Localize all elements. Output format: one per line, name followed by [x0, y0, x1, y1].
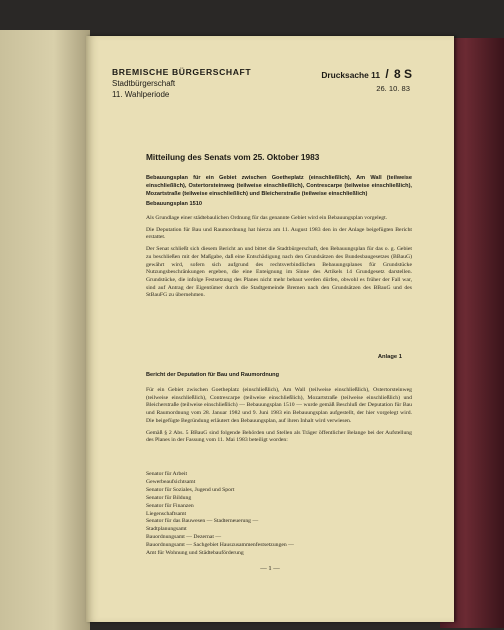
list-item: Amt für Wohnung und Städtebauförderung [146, 550, 244, 557]
drucksache-label: Drucksache 11 [321, 70, 380, 80]
list-item: Senator für Finanzen [146, 502, 194, 509]
communication-paragraph: Der Senat schließt sich diesem Bericht an und bittet die Stadtbürgerschaft, den Bebauungsplan für das o. g. Gebiet zu beschließen mit der Maßgabe, daß eine Entschädigung nach den Grundsätzen des Bundesbaugesetzes (BBauG) gewährt wird, sofern sich aufgrund des rechtsverbindlichen Bebauungsplanes für Grundstücke Nutzungsbeschränkungen ergeben, die eine Enteignung im Sinne des Artikels 14 Grundgesetz darstellen. Grundstücke, die infolge Festsetzung des Planes nicht mehr bebaut werden dürfen, obwohl es früher der Fall war, sind auf Antrag der Eigentümer durch die Stadtgemeinde Bremen nach den Grundsätzen des BBauG und des StBauFG zu übernehmen. [146, 246, 412, 299]
annex-section [146, 371, 412, 445]
list-item: Senator für Arbeit [146, 471, 188, 477]
annex-paragraph: Für ein Gebiet zwischen Goetheplatz (einschließlich), Am Wall (teilweise einschließlich), Ostertorsteinweg (teilweise einschließlich), Contrescarpe (teilweise einschließlich), Mozartstraße (teilweise einschließlich) und Bleicherstraße (teilweise einschließlich) — Bebauungsplan 1510 — wurde gemäß Beschluß der Deputation für Bau und Raumordnung vom 28. Januar 1982 und 9. Juni 1983 ein Bebauungsplan aufgestellt, der hier vorgelegt wird. Die beigefügte Begründung erläutert den Bebauungsplan, auf ihren Inhalt wird verwiesen. [146, 387, 412, 424]
body-name: Stadtbürgerschaft [112, 79, 176, 88]
drucksache-number: 8 S [393, 67, 412, 81]
list-item: Liegenschaftsamt [146, 510, 187, 517]
communication-paragraph: Als Grundlage einer städtebaulichen Ordnung für das genannte Gebiet wird ein Bebauungsplan vorgelegt. [146, 215, 388, 221]
list-item: Stadtplanungsamt [146, 526, 187, 533]
list-item: Senator für das Bauwesen — Stadterneuerung — [146, 518, 259, 525]
legislative-period: 11. Wahlperiode [112, 90, 170, 99]
communication-section [146, 174, 412, 300]
list-item: Gewerbeaufsichtsamt [146, 478, 196, 485]
document-date: 26. 10. 83 [376, 84, 410, 93]
annex-label: Anlage 1 [377, 354, 402, 360]
plan-number: Bebauungsplan 1510 [146, 201, 202, 207]
drucksache-reference [321, 67, 412, 81]
agency-list [146, 471, 412, 558]
book-binding-left [0, 30, 90, 630]
annex-title: Bericht der Deputation für Bau und Raumordnung [146, 372, 280, 378]
annex-paragraph: Gemäß § 2 Abs. 5 BBauG sind folgende Behörden und Stellen als Träger öffentlicher Belange bei der Aufstellung des Planes in der Fassung vom 11. Mai 1983 beteiligt worden: [146, 429, 412, 444]
page-number: — 1 — [260, 565, 280, 572]
list-item: Bauordnungsamt — Sachgebiet Hauszusammenfestsetzungen — [146, 542, 294, 549]
communication-paragraph: Die Deputation für Bau und Raumordnung hat hierzu am 11. August 1983 den in der Anlage beigefügten Bericht erstattet. [146, 226, 412, 241]
list-item: Bauordnungsamt — Dezernat — [146, 534, 222, 541]
organization-name: BREMISCHE BÜRGERSCHAFT [112, 67, 252, 77]
list-item: Senator für Soziales, Jugend und Sport [146, 486, 235, 493]
drucksache-separator: / [385, 67, 389, 81]
communication-title: Mitteilung des Senats vom 25. Oktober 1983 [146, 152, 320, 162]
document-page [86, 36, 454, 622]
list-item: Senator für Bildung [146, 494, 192, 501]
subject-line: Bebauungsplan für ein Gebiet zwischen Goetheplatz (einschließlich), Am Wall (teilweise einschließlich), Ostertorsteinweg (teilweise einschließlich), Contrescarpe (teilweise einschließlich), Mozartstraße (teilweise einschließlich) und Bleicherstraße (teilweise einschließlich) [146, 175, 412, 197]
